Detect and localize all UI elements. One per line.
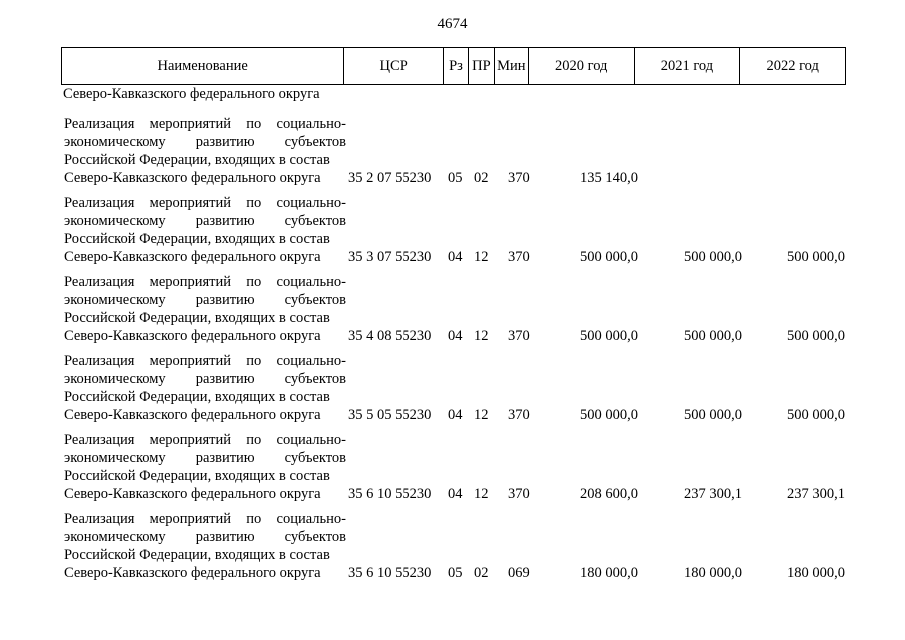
row-name-line: Северо-Кавказского федерального округа	[64, 170, 321, 186]
header-2021: 2021 год	[635, 48, 741, 84]
table-row	[0, 431, 905, 503]
cell-csr: 35 2 07 55230	[348, 170, 432, 186]
cell-pr: 02	[474, 565, 489, 581]
row-name-line: Северо-Кавказского федерального округа	[64, 565, 321, 581]
row-name-line: Российской Федерации, входящих в состав	[64, 547, 330, 563]
row-name-line: экономическому развитию субъектов	[64, 292, 346, 308]
cell-csr: 35 3 07 55230	[348, 249, 432, 265]
cell-2022: 237 300,1	[787, 486, 845, 502]
cell-pr: 12	[474, 249, 489, 265]
row-name-line: Реализация мероприятий по социально-	[64, 195, 346, 211]
row-name-line: Реализация мероприятий по социально-	[64, 511, 346, 527]
row-name-line: Российской Федерации, входящих в состав	[64, 231, 330, 247]
cell-rz: 05	[448, 565, 463, 581]
header-name: Наименование	[62, 48, 344, 84]
cell-pr: 12	[474, 328, 489, 344]
header-pr: ПР	[469, 48, 495, 84]
cell-2022: 500 000,0	[787, 407, 845, 423]
row-name-line: Северо-Кавказского федерального округа	[64, 486, 321, 502]
row-name-line: Российской Федерации, входящих в состав	[64, 389, 330, 405]
cell-rz: 04	[448, 486, 463, 502]
row-name	[64, 431, 346, 503]
row-name-line: экономическому развитию субъектов	[64, 450, 346, 466]
cell-2020: 500 000,0	[580, 328, 638, 344]
table-row	[0, 510, 905, 582]
cell-pr: 12	[474, 407, 489, 423]
cell-min: 069	[508, 565, 530, 581]
cell-2020: 500 000,0	[580, 249, 638, 265]
table-row	[0, 352, 905, 424]
cell-rz: 04	[448, 249, 463, 265]
row-name	[64, 510, 346, 582]
row-name-line: Реализация мероприятий по социально-	[64, 116, 346, 132]
table-row	[0, 194, 905, 266]
cell-2020: 180 000,0	[580, 565, 638, 581]
row-name	[64, 352, 346, 424]
cell-csr: 35 5 05 55230	[348, 407, 432, 423]
header-2020: 2020 год	[529, 48, 635, 84]
row-name-line: Российской Федерации, входящих в состав	[64, 310, 330, 326]
cell-min: 370	[508, 170, 530, 186]
cell-csr: 35 6 10 55230	[348, 565, 432, 581]
header-2022: 2022 год	[766, 57, 819, 74]
row-name-line: Северо-Кавказского федерального округа	[64, 328, 321, 344]
cell-min: 370	[508, 249, 530, 265]
cell-2021: 500 000,0	[684, 407, 742, 423]
cell-pr: 02	[474, 170, 489, 186]
header-min: Мин	[495, 48, 529, 84]
continuation-text: Северо-Кавказского федерального округа	[63, 86, 320, 102]
table-header	[61, 47, 846, 85]
cell-2020: 500 000,0	[580, 407, 638, 423]
table-row	[0, 273, 905, 345]
cell-rz: 04	[448, 407, 463, 423]
cell-2021: 237 300,1	[684, 486, 742, 502]
cell-rz: 04	[448, 328, 463, 344]
cell-csr: 35 6 10 55230	[348, 486, 432, 502]
row-name-line: экономическому развитию субъектов	[64, 371, 346, 387]
row-name-line: экономическому развитию субъектов	[64, 529, 346, 545]
cell-2020: 208 600,0	[580, 486, 638, 502]
row-name-line: Северо-Кавказского федерального округа	[64, 407, 321, 423]
table-row	[0, 115, 905, 187]
row-name	[64, 115, 346, 187]
cell-2021: 500 000,0	[684, 328, 742, 344]
cell-2020: 135 140,0	[580, 170, 638, 186]
row-name-line: Реализация мероприятий по социально-	[64, 432, 346, 448]
row-name-line: экономическому развитию субъектов	[64, 213, 346, 229]
cell-csr: 35 4 08 55230	[348, 328, 432, 344]
cell-2022: 500 000,0	[787, 328, 845, 344]
header-csr: ЦСР	[344, 48, 444, 84]
cell-2022: 180 000,0	[787, 565, 845, 581]
row-name	[64, 273, 346, 345]
cell-min: 370	[508, 407, 530, 423]
row-name	[64, 194, 346, 266]
cell-2021: 500 000,0	[684, 249, 742, 265]
row-name-line: Реализация мероприятий по социально-	[64, 274, 346, 290]
cell-2021: 180 000,0	[684, 565, 742, 581]
cell-rz: 05	[448, 170, 463, 186]
page-number: 4674	[437, 16, 468, 32]
row-name-line: экономическому развитию субъектов	[64, 134, 346, 150]
cell-2022: 500 000,0	[787, 249, 845, 265]
cell-min: 370	[508, 328, 530, 344]
cell-pr: 12	[474, 486, 489, 502]
row-name-line: Российской Федерации, входящих в состав	[64, 152, 330, 168]
row-name-line: Российской Федерации, входящих в состав	[64, 468, 330, 484]
cell-min: 370	[508, 486, 530, 502]
row-name-line: Реализация мероприятий по социально-	[64, 353, 346, 369]
row-name-line: Северо-Кавказского федерального округа	[64, 249, 321, 265]
header-rz: Рз	[444, 48, 469, 84]
